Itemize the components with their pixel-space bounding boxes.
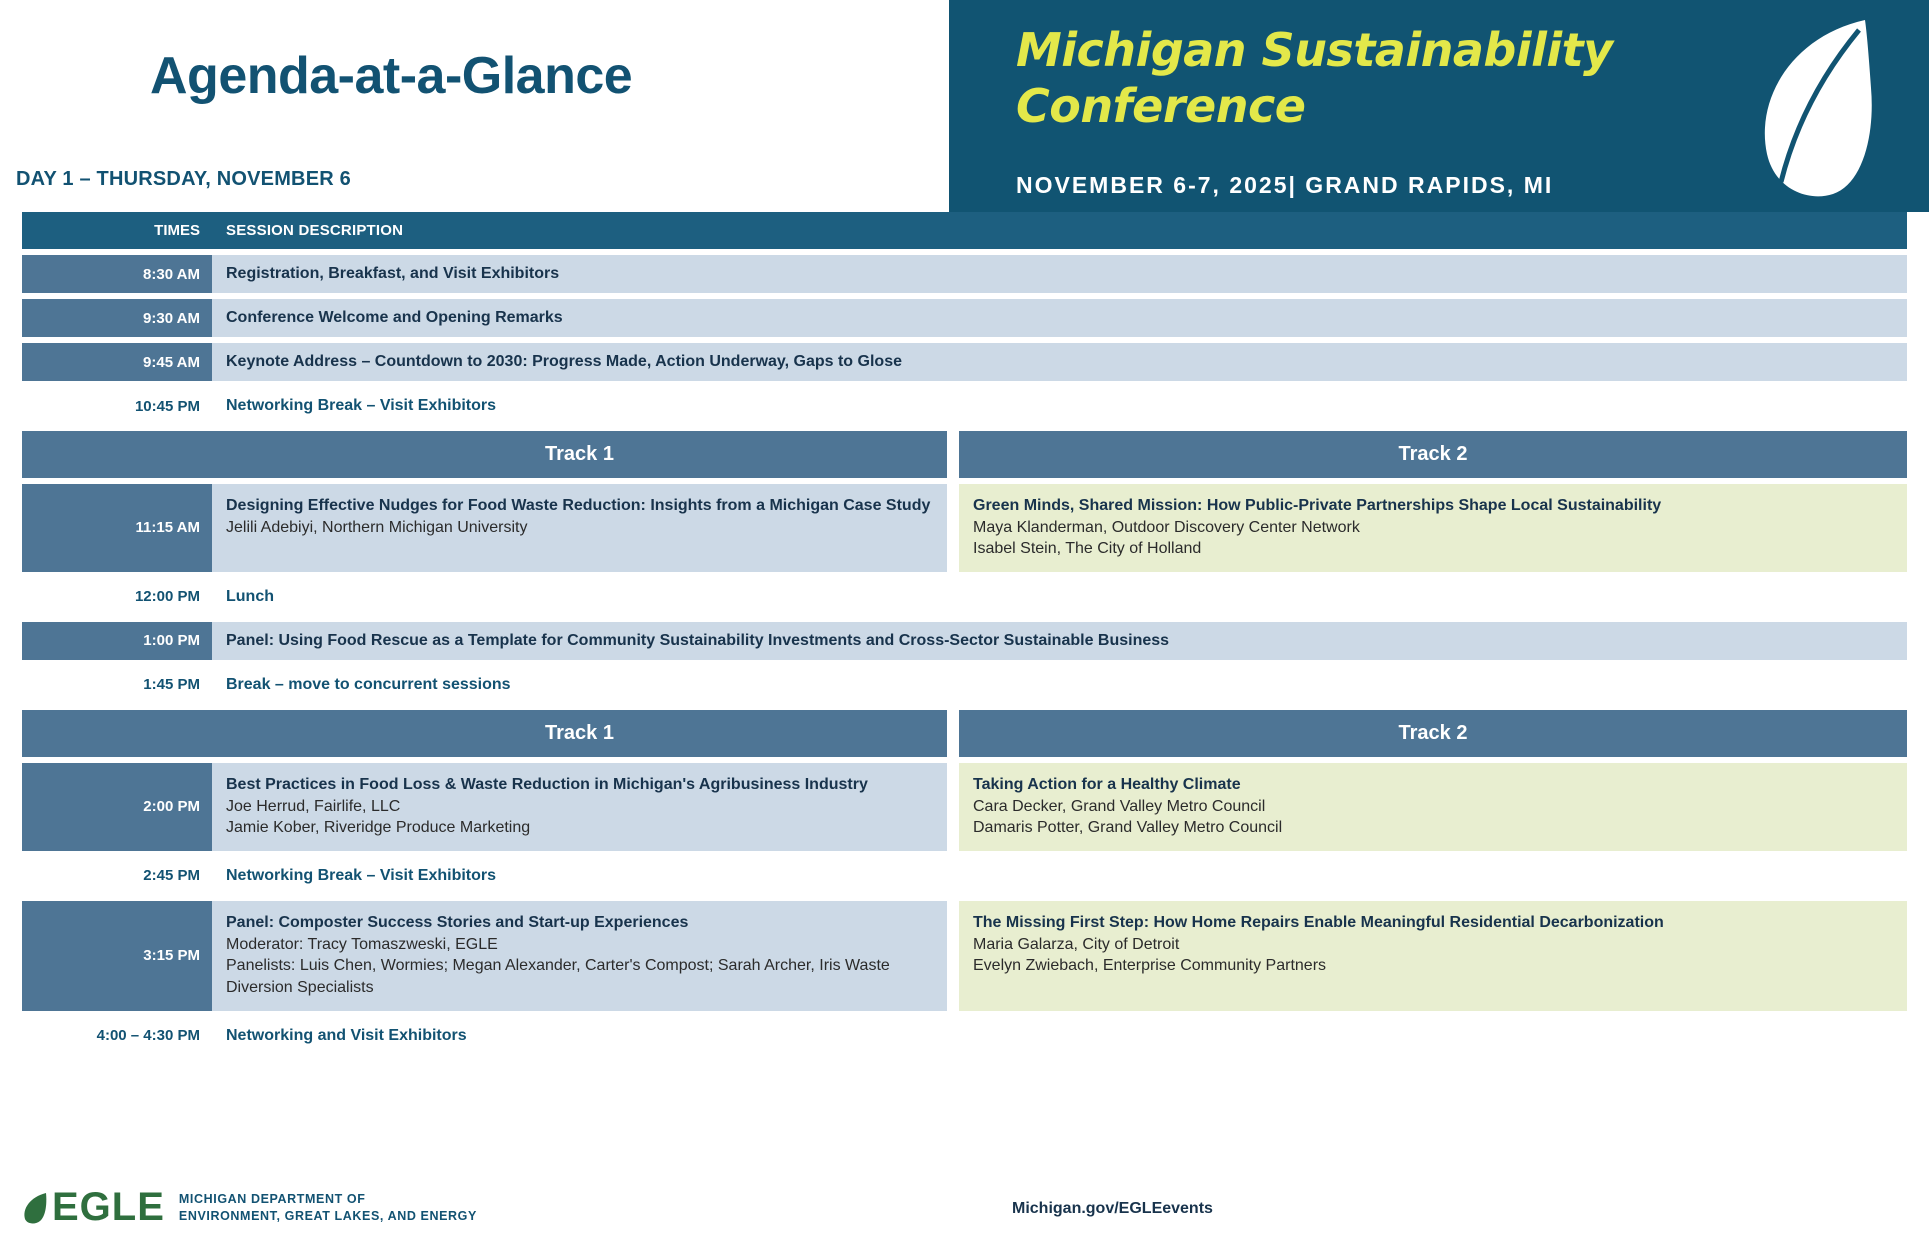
session-track-2 [959, 763, 1907, 851]
break-description: Networking Break – Visit Exhibitors [226, 397, 497, 414]
track-2-header: Track 2 [959, 710, 1907, 757]
break-description: Networking Break – Visit Exhibitors [226, 866, 497, 884]
leaf-icon [1747, 14, 1877, 204]
footer-url[interactable]: Michigan.gov/EGLEevents [1012, 1200, 1213, 1217]
row-time: 9:45 AM [22, 343, 212, 381]
session-row [22, 901, 1907, 1011]
row-time: 8:30 AM [22, 255, 212, 293]
closing-time: 4:00 – 4:30 PM [96, 1027, 200, 1045]
break-time: 1:45 PM [143, 676, 200, 694]
session-title: Taking Action for a Healthy Climate [973, 775, 1241, 793]
session-speaker: Joe Herrud, Fairlife, LLC [226, 797, 401, 815]
row-time: 9:30 AM [22, 299, 212, 337]
break-row [22, 666, 1907, 704]
session-speaker: Maria Galarza, City of Detroit [973, 935, 1180, 953]
session-row [22, 763, 1907, 851]
session-track-1 [212, 484, 947, 572]
session-time: 3:15 PM [22, 901, 212, 1011]
track-1-header: Track 1 [212, 710, 947, 757]
day-label: DAY 1 – THURSDAY, NOVEMBER 6 [16, 168, 351, 190]
break-row [22, 387, 1907, 425]
table-header-row [22, 212, 1907, 249]
row-time: 1:00 PM [22, 622, 212, 660]
conference-banner [949, 0, 1929, 212]
row-description: Conference Welcome and Opening Remarks [212, 299, 1907, 337]
closing-row [22, 1017, 1907, 1055]
track-header-row [22, 710, 1907, 757]
track-2-header: Track 2 [959, 431, 1907, 478]
track-header-spacer [22, 710, 212, 757]
table-row [22, 343, 1907, 381]
lunch-description: Lunch [226, 587, 274, 605]
session-row [22, 484, 1907, 572]
break-time: 2:45 PM [143, 867, 200, 885]
lunch-row [22, 578, 1907, 616]
row-description: Keynote Address – Countdown to 2030: Progress Made, Action Underway, Gaps to Glose [212, 343, 1907, 381]
session-moderator: Moderator: Tracy Tomaszweski, EGLE [226, 935, 498, 953]
leaf-icon [22, 1191, 48, 1225]
session-title: Best Practices in Food Loss & Waste Reduction in Michigan's Agribusiness Industry [226, 775, 868, 793]
page-title: Agenda-at-a-Glance [150, 47, 633, 105]
session-title: Designing Effective Nudges for Food Waste Reduction: Insights from a Michigan Case Study [226, 497, 931, 514]
track-1-header: Track 1 [212, 431, 947, 478]
banner-title-line2: Conference [1016, 79, 1306, 134]
egle-sub-line-1: MICHIGAN DEPARTMENT OF [178, 1191, 366, 1206]
egle-department-name [179, 1191, 477, 1225]
session-time: 2:00 PM [22, 763, 212, 851]
column-header-times: TIMES [22, 212, 212, 249]
session-speaker: Evelyn Zwiebach, Enterprise Community Partners [973, 957, 1327, 975]
track-header-spacer [22, 431, 212, 478]
track-header-row [22, 431, 1907, 478]
session-track-1 [212, 763, 947, 851]
break-row [22, 857, 1907, 895]
session-track-2 [959, 484, 1907, 572]
session-speaker: Damaris Potter, Grand Valley Metro Council [973, 819, 1283, 837]
break-description: Break – move to concurrent sessions [226, 675, 511, 693]
session-speaker: Cara Decker, Grand Valley Metro Council [973, 797, 1266, 815]
session-title: The Missing First Step: How Home Repairs Enable Meaningful Residential Decarbonization [973, 913, 1664, 931]
table-row [22, 255, 1907, 293]
session-speaker: Maya Klanderman, Outdoor Discovery Center Network [973, 518, 1360, 536]
break-time: 10:45 PM [134, 397, 200, 415]
session-time: 11:15 AM [22, 484, 212, 572]
banner-title-line1: Michigan Sustainability [1016, 23, 1613, 77]
session-track-2 [959, 901, 1907, 1011]
session-title: Green Minds, Shared Mission: How Public-Private Partnerships Shape Local Sustainability [973, 497, 1662, 514]
session-speaker: Jelili Adebiyi, Northern Michigan University [226, 518, 528, 536]
egle-logo [22, 1185, 477, 1230]
banner-title [1016, 22, 1613, 134]
session-speaker: Isabel Stein, The City of Holland [973, 540, 1202, 558]
lunch-time: 12:00 PM [134, 588, 200, 606]
egle-logo-text: EGLE [52, 1185, 165, 1229]
session-speaker: Jamie Kober, Riveridge Produce Marketing [226, 819, 531, 837]
column-header-session-description: SESSION DESCRIPTION [212, 212, 1907, 249]
egle-sub-line-2: ENVIRONMENT, GREAT LAKES, AND ENERGY [178, 1208, 477, 1223]
agenda-table [22, 212, 1907, 1061]
row-description: Registration, Breakfast, and Visit Exhibitors [212, 255, 1907, 293]
banner-subtitle: NOVEMBER 6-7, 2025| GRAND RAPIDS, MI [1016, 172, 1554, 198]
egle-wordmark [22, 1185, 165, 1230]
footer [0, 1176, 1929, 1236]
table-row [22, 622, 1907, 660]
session-track-1 [212, 901, 947, 1011]
session-panelists: Panelists: Luis Chen, Wormies; Megan Alexander, Carter's Compost; Sarah Archer, Iris Waste Diversion Specialists [226, 957, 890, 996]
closing-description: Networking and Visit Exhibitors [226, 1026, 467, 1044]
session-title: Panel: Composter Success Stories and Start-up Experiences [226, 913, 689, 931]
row-description: Panel: Using Food Rescue as a Template for Community Sustainability Investments and Cross-Sector Sustainable Business [212, 622, 1907, 660]
table-row [22, 299, 1907, 337]
